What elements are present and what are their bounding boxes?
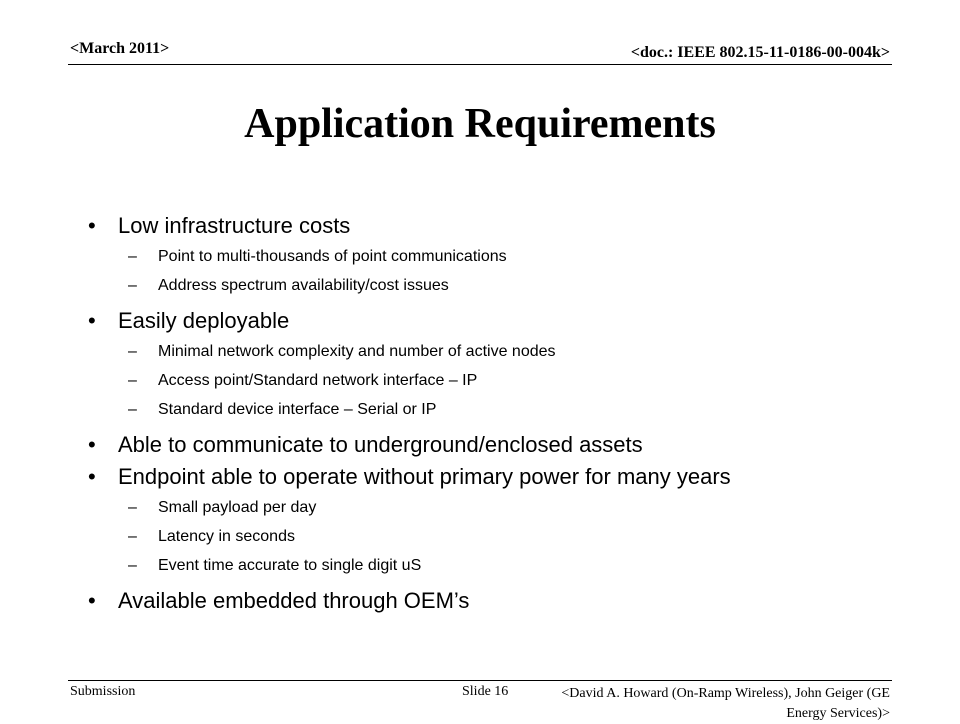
bullet-symbol: • xyxy=(88,308,96,333)
sub-bullet-text: Minimal network complexity and number of active nodes xyxy=(158,343,556,360)
bullet-text: Available embedded through OEM’s xyxy=(118,588,470,613)
bullet-item xyxy=(88,429,888,461)
dash-symbol: – xyxy=(128,248,137,265)
bullet-text: Endpoint able to operate without primary power for many years xyxy=(118,464,731,489)
header-date: <March 2011> xyxy=(70,40,170,57)
bullet-text: Low infrastructure costs xyxy=(118,213,351,238)
bullet-text: Easily deployable xyxy=(118,308,290,333)
dash-symbol: – xyxy=(128,499,137,516)
dash-symbol: – xyxy=(128,372,137,389)
header-divider xyxy=(68,64,892,65)
bullet-item xyxy=(88,210,888,242)
sub-bullet-item xyxy=(88,551,888,580)
sub-bullet-item xyxy=(88,242,888,271)
sub-bullet-item xyxy=(88,271,888,300)
bullet-item xyxy=(88,461,888,493)
bullet-symbol: • xyxy=(88,432,96,457)
bullet-list xyxy=(88,210,888,617)
sub-bullet-text: Standard device interface – Serial or IP xyxy=(158,401,437,418)
bullet-symbol: • xyxy=(88,588,96,613)
sub-bullet-text: Small payload per day xyxy=(158,499,317,516)
sub-bullet-item xyxy=(88,366,888,395)
sub-bullet-text: Access point/Standard network interface – IP xyxy=(158,372,478,389)
bullet-symbol: • xyxy=(88,213,96,238)
bullet-item xyxy=(88,585,888,617)
footer-slide-number: Slide 16 xyxy=(462,684,509,699)
bullet-item xyxy=(88,305,888,337)
sub-bullet-text: Latency in seconds xyxy=(158,528,295,545)
sub-bullet-item xyxy=(88,337,888,366)
sub-bullet-text: Address spectrum availability/cost issues xyxy=(158,277,449,294)
sub-bullet-item xyxy=(88,522,888,551)
dash-symbol: – xyxy=(128,401,137,418)
sub-bullet-text: Event time accurate to single digit uS xyxy=(158,557,422,574)
bullet-symbol: • xyxy=(88,464,96,489)
dash-symbol: – xyxy=(128,557,137,574)
bullet-text: Able to communicate to underground/enclosed assets xyxy=(118,432,643,457)
dash-symbol: – xyxy=(128,277,137,294)
header-doc-id: <doc.: IEEE 802.15-11-0186-00-004k> xyxy=(630,44,890,61)
dash-symbol: – xyxy=(128,343,137,360)
slide-title: Application Requirements xyxy=(244,101,716,147)
footer-divider xyxy=(68,680,892,681)
footer-author xyxy=(518,684,890,724)
sub-bullet-item xyxy=(88,493,888,522)
footer-submission: Submission xyxy=(70,684,136,699)
dash-symbol: – xyxy=(128,528,137,545)
footer-author-line: Energy Services)> xyxy=(786,706,890,721)
footer-author-line: <David A. Howard (On-Ramp Wireless), John Geiger (GE xyxy=(561,686,890,701)
sub-bullet-text: Point to multi-thousands of point communications xyxy=(158,248,507,265)
sub-bullet-item xyxy=(88,395,888,424)
